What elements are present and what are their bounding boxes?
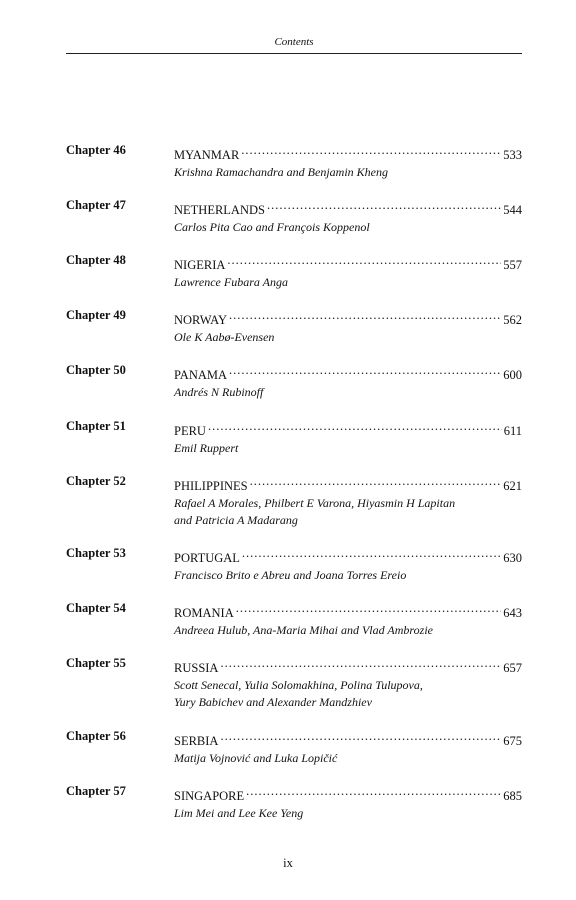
chapter-label: Chapter 47 (66, 198, 126, 212)
chapter-page-number: 675 (503, 734, 522, 748)
dot-leader (229, 307, 501, 324)
chapter-page-number: 630 (503, 551, 522, 565)
toc-entry[interactable] (66, 600, 522, 639)
chapter-label: Chapter 56 (66, 729, 126, 743)
chapter-authors: Ole K Aabø-Evensen (174, 330, 275, 344)
dot-leader (242, 545, 501, 562)
chapter-label: Chapter 50 (66, 363, 126, 377)
chapter-page-number: 657 (503, 661, 522, 675)
chapter-label: Chapter 53 (66, 546, 126, 560)
toc-entry[interactable] (66, 655, 522, 711)
page-number: ix (283, 856, 293, 870)
chapter-title[interactable]: NIGERIA (174, 258, 226, 272)
chapter-page-number: 600 (503, 368, 522, 382)
dot-leader (229, 362, 501, 379)
chapter-authors: Rafael A Morales, Philbert E Varona, Hiyasmin H Lapitan (174, 496, 456, 510)
chapter-authors: Francisco Brito e Abreu and Joana Torres Ereio (174, 568, 407, 582)
toc-entry[interactable] (66, 473, 522, 529)
toc-entry[interactable] (66, 197, 522, 236)
toc-entry[interactable] (66, 783, 522, 822)
toc-entry[interactable] (66, 307, 522, 346)
dot-leader (227, 252, 501, 269)
chapter-page-number: 685 (503, 789, 522, 803)
dot-leader (241, 142, 501, 159)
chapter-label: Chapter 55 (66, 656, 126, 670)
chapter-title[interactable]: MYANMAR (174, 148, 240, 162)
header-rule (66, 53, 522, 54)
chapter-title[interactable]: NETHERLANDS (174, 203, 265, 217)
chapter-label: Chapter 49 (66, 308, 126, 322)
chapter-label: Chapter 51 (66, 419, 126, 433)
chapter-page-number: 611 (503, 424, 522, 438)
dot-leader (236, 600, 502, 617)
dot-leader (208, 418, 502, 435)
toc-entry[interactable] (66, 545, 522, 584)
chapter-page-number: 643 (503, 606, 522, 620)
chapter-authors: Scott Senecal, Yulia Solomakhina, Polina Tulupova, (174, 678, 423, 692)
chapter-title[interactable]: SERBIA (174, 734, 219, 748)
chapter-page-number: 557 (503, 258, 522, 272)
dot-leader (267, 197, 501, 214)
chapter-authors: Lim Mei and Lee Kee Yeng (174, 806, 304, 820)
dot-leader (246, 783, 501, 800)
chapter-label: Chapter 48 (66, 253, 126, 267)
chapter-authors: Andrés N Rubinoff (174, 385, 264, 399)
chapter-label: Chapter 46 (66, 143, 126, 157)
chapter-authors: Yury Babichev and Alexander Mandzhiev (174, 695, 372, 709)
chapter-authors: Lawrence Fubara Anga (174, 275, 288, 289)
chapter-authors: Carlos Pita Cao and François Koppenol (174, 220, 370, 234)
chapter-authors: and Patricia A Madarang (174, 513, 298, 527)
toc-entry[interactable] (66, 142, 522, 181)
chapter-title[interactable]: PERU (174, 424, 206, 438)
chapter-title[interactable]: PANAMA (174, 368, 228, 382)
chapter-authors: Matija Vojnović and Luka Lopičić (174, 751, 338, 765)
chapter-title[interactable]: NORWAY (174, 313, 228, 327)
chapter-title[interactable]: SINGAPORE (174, 789, 245, 803)
chapter-title[interactable]: PORTUGAL (174, 551, 240, 565)
chapter-page-number: 544 (503, 203, 522, 217)
chapter-page-number: 621 (503, 479, 522, 493)
chapter-page-number: 562 (503, 313, 522, 327)
chapter-title[interactable]: PHILIPPINES (174, 479, 248, 493)
toc-entry[interactable] (66, 252, 522, 291)
chapter-page-number: 533 (503, 148, 522, 162)
chapter-label: Chapter 52 (66, 474, 126, 488)
dot-leader (220, 655, 501, 672)
toc-entry[interactable] (66, 362, 522, 401)
chapter-authors: Emil Ruppert (174, 441, 239, 455)
dot-leader (250, 473, 502, 490)
toc-entry[interactable] (66, 418, 522, 457)
chapter-label: Chapter 54 (66, 601, 126, 615)
chapter-title[interactable]: RUSSIA (174, 661, 219, 675)
toc-entry[interactable] (66, 728, 522, 767)
running-head: Contents (274, 36, 314, 48)
chapter-authors: Krishna Ramachandra and Benjamin Kheng (174, 165, 388, 179)
chapter-label: Chapter 57 (66, 784, 126, 798)
chapter-authors: Andreea Hulub, Ana-Maria Mihai and Vlad Ambrozie (174, 623, 433, 637)
chapter-title[interactable]: ROMANIA (174, 606, 234, 620)
dot-leader (220, 728, 501, 745)
